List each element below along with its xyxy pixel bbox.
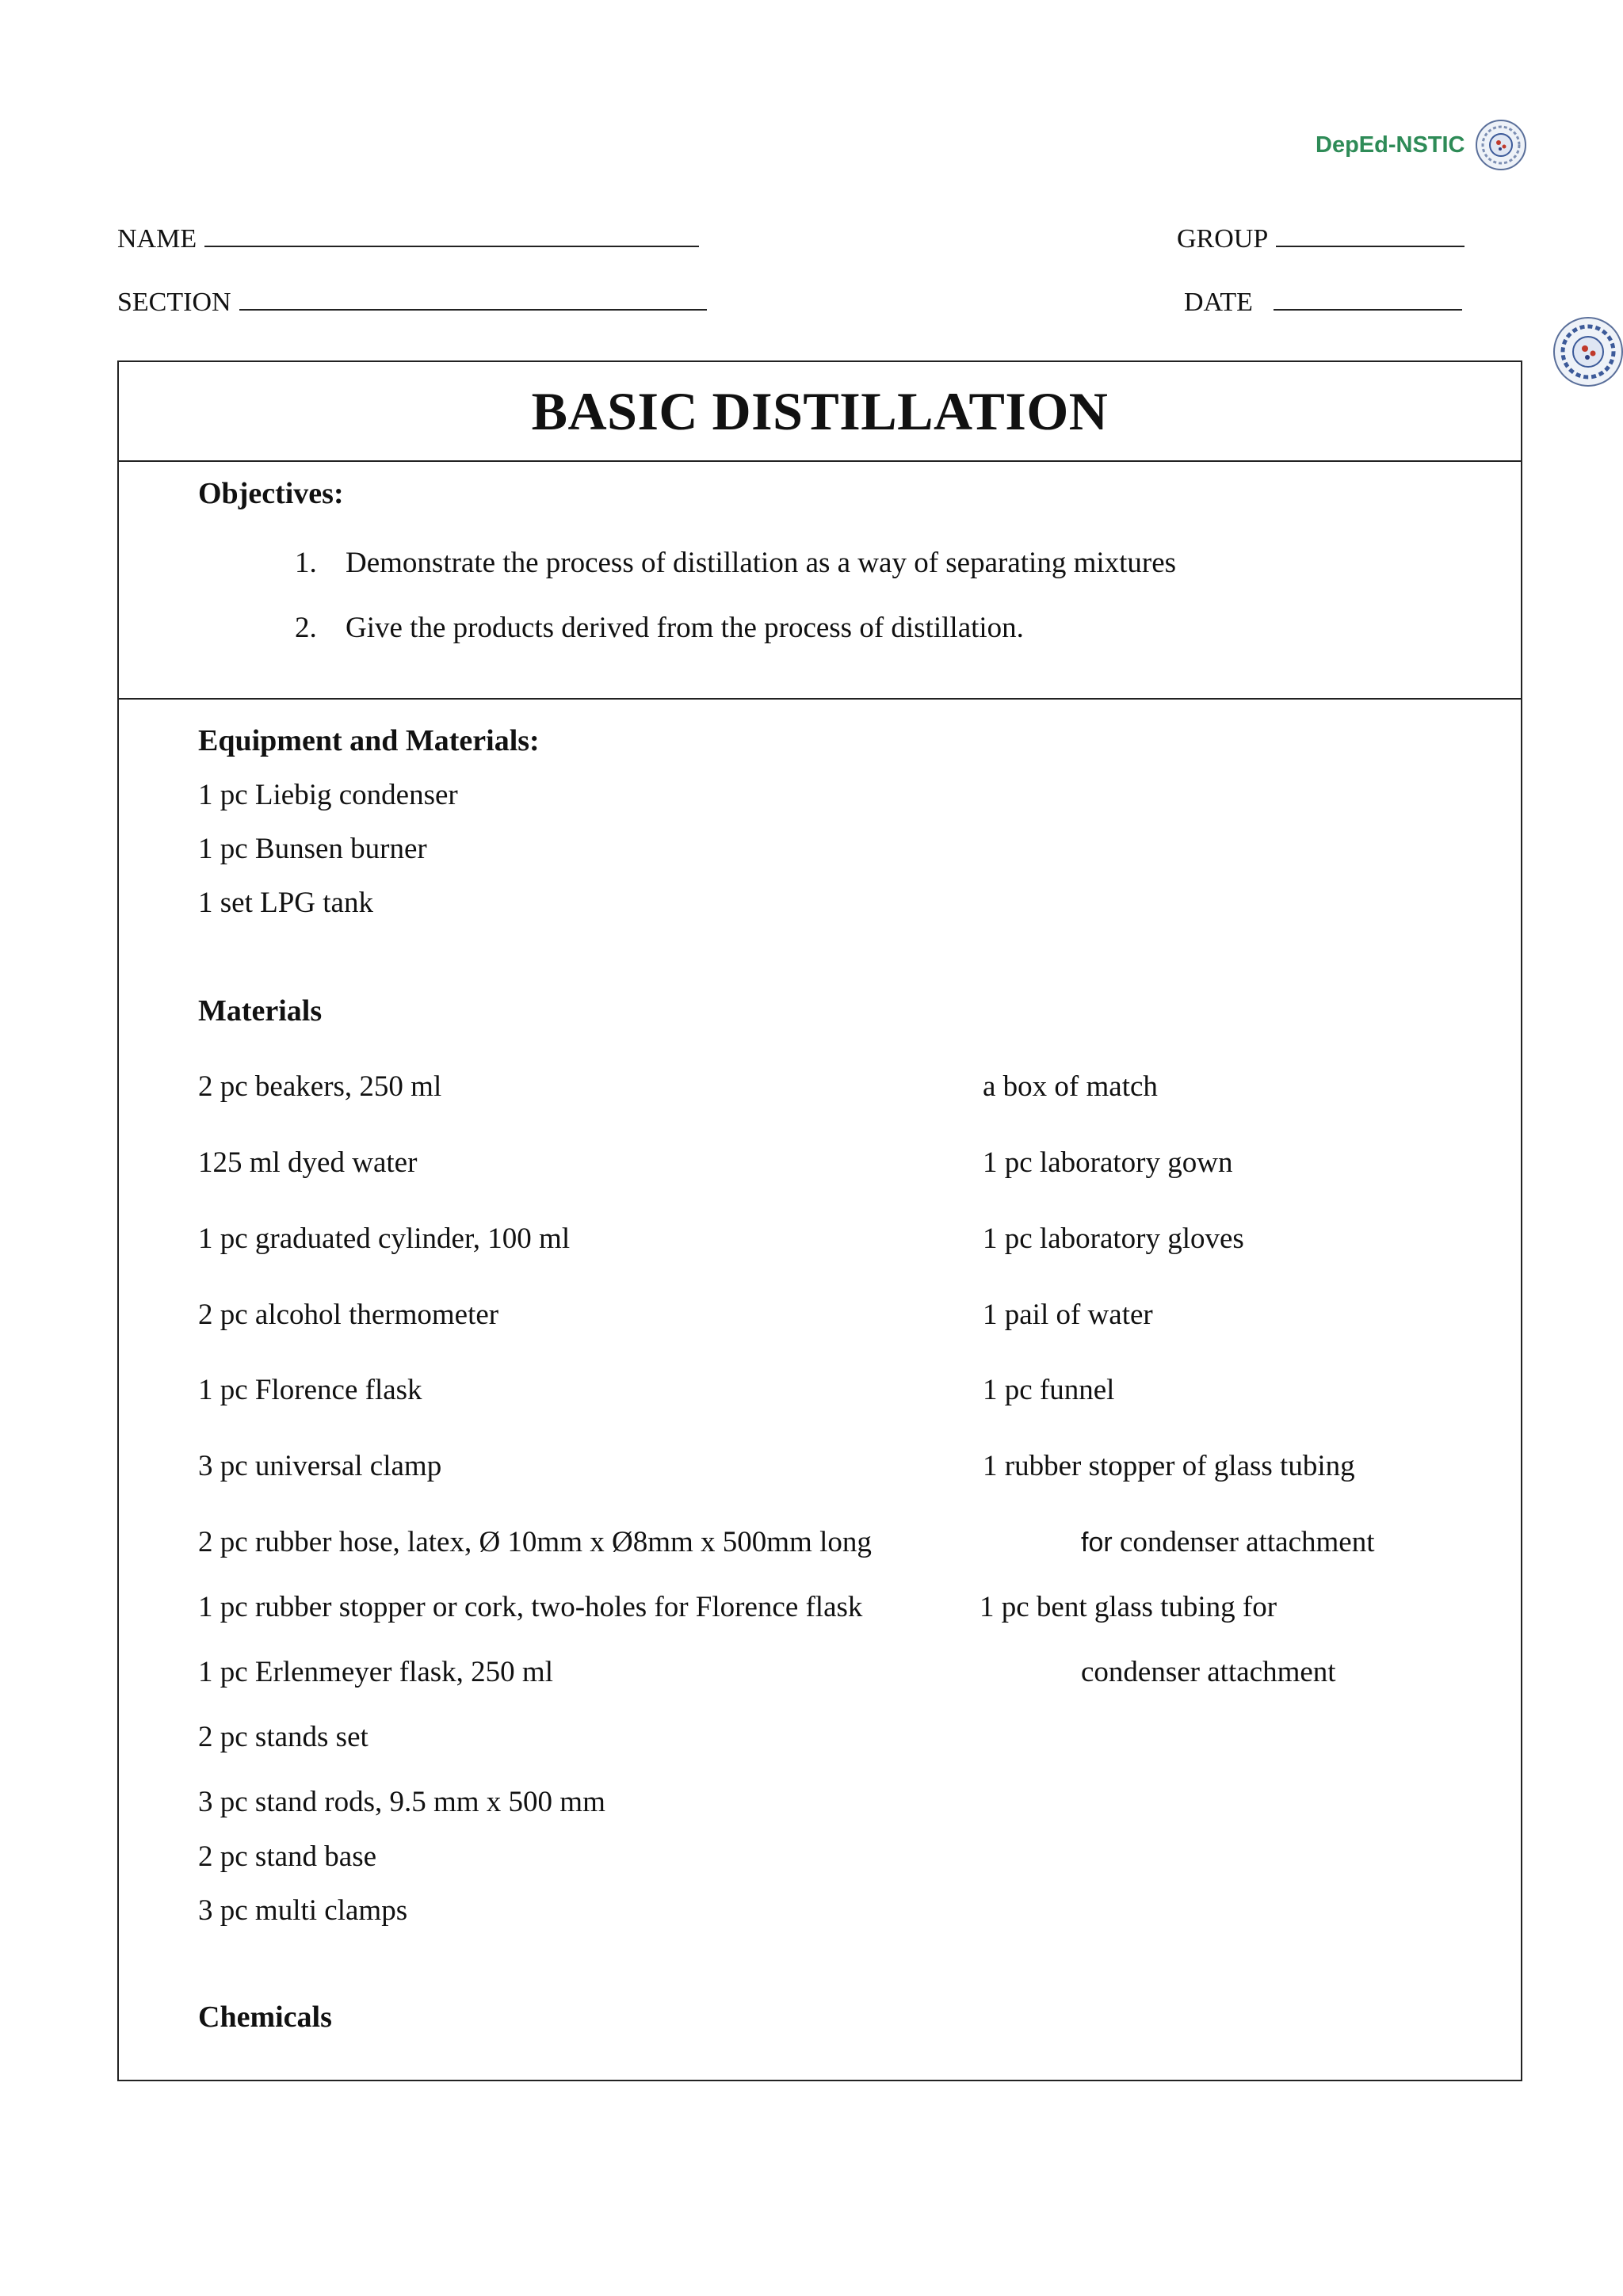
objective-number: 1. [295, 547, 317, 579]
objectives-section [119, 460, 1521, 700]
material-item-continued-for: for [1081, 1527, 1113, 1558]
material-item-continued: condenser attachment [1081, 1656, 1336, 1688]
objectives-heading: Objectives: [198, 477, 344, 510]
materials-heading: Materials [198, 994, 323, 1028]
section-field[interactable] [117, 287, 707, 318]
material-item: 3 pc universal clamp [198, 1450, 442, 1482]
material-item: 1 pail of water [983, 1299, 1153, 1331]
seal-icon [1552, 315, 1623, 388]
equipment-heading: Equipment and Materials: [198, 724, 540, 757]
material-item: 1 pc laboratory gloves [983, 1222, 1244, 1255]
material-item: 2 pc rubber hose, latex, Ø 10mm x Ø8mm x 500mm long [198, 1526, 872, 1558]
material-item: 2 pc beakers, 250 ml [198, 1070, 442, 1103]
brand-logo [1316, 119, 1527, 171]
name-label: NAME [117, 224, 197, 254]
material-item: 1 pc Erlenmeyer flask, 250 ml [198, 1656, 553, 1688]
seal-icon [1475, 119, 1527, 171]
material-item: 1 pc Florence flask [198, 1374, 422, 1406]
material-item: 2 pc stands set [198, 1721, 369, 1753]
chemicals-heading: Chemicals [198, 2000, 332, 2034]
date-field[interactable] [1184, 287, 1462, 318]
equipment-item: 1 set LPG tank [198, 887, 373, 919]
objective-item: Demonstrate the process of distillation as a way of separating mixtures [346, 547, 1177, 579]
material-item: 1 rubber stopper of glass tubing [983, 1450, 1355, 1482]
date-label: DATE [1184, 288, 1253, 317]
worksheet-box [117, 360, 1522, 2081]
material-item: 1 pc graduated cylinder, 100 ml [198, 1222, 571, 1255]
name-line[interactable] [204, 223, 699, 247]
material-item: 3 pc multi clamps [198, 1894, 408, 1927]
material-item-continued [1081, 1525, 1374, 1559]
section-label: SECTION [117, 288, 231, 317]
equipment-item: 1 pc Bunsen burner [198, 833, 427, 865]
material-item: a box of match [983, 1070, 1158, 1103]
name-field[interactable] [117, 223, 699, 254]
group-field[interactable] [1177, 223, 1465, 254]
material-item: 2 pc stand base [198, 1840, 377, 1873]
page-title: BASIC DISTILLATION [531, 380, 1109, 441]
date-line[interactable] [1274, 287, 1462, 311]
material-item: 1 pc rubber stopper or cork, two-holes for Florence flask [198, 1591, 863, 1623]
material-item: 3 pc stand rods, 9.5 mm x 500 mm [198, 1786, 605, 1818]
material-item: 1 pc funnel [983, 1374, 1115, 1406]
equipment-item: 1 pc Liebig condenser [198, 779, 458, 811]
objective-item: Give the products derived from the process of distillation. [346, 612, 1024, 644]
group-label: GROUP [1177, 224, 1269, 254]
title-box [119, 362, 1521, 462]
section-line[interactable] [239, 287, 707, 311]
material-item: 125 ml dyed water [198, 1146, 418, 1179]
material-item: 1 pc laboratory gown [983, 1146, 1233, 1179]
material-item: 2 pc alcohol thermometer [198, 1299, 499, 1331]
material-item-continued-text: condenser attachment [1119, 1526, 1375, 1558]
objective-number: 2. [295, 612, 317, 644]
group-line[interactable] [1276, 223, 1465, 247]
material-item: 1 pc bent glass tubing for [980, 1591, 1277, 1623]
brand-name: DepEd-NSTIC [1316, 132, 1465, 158]
